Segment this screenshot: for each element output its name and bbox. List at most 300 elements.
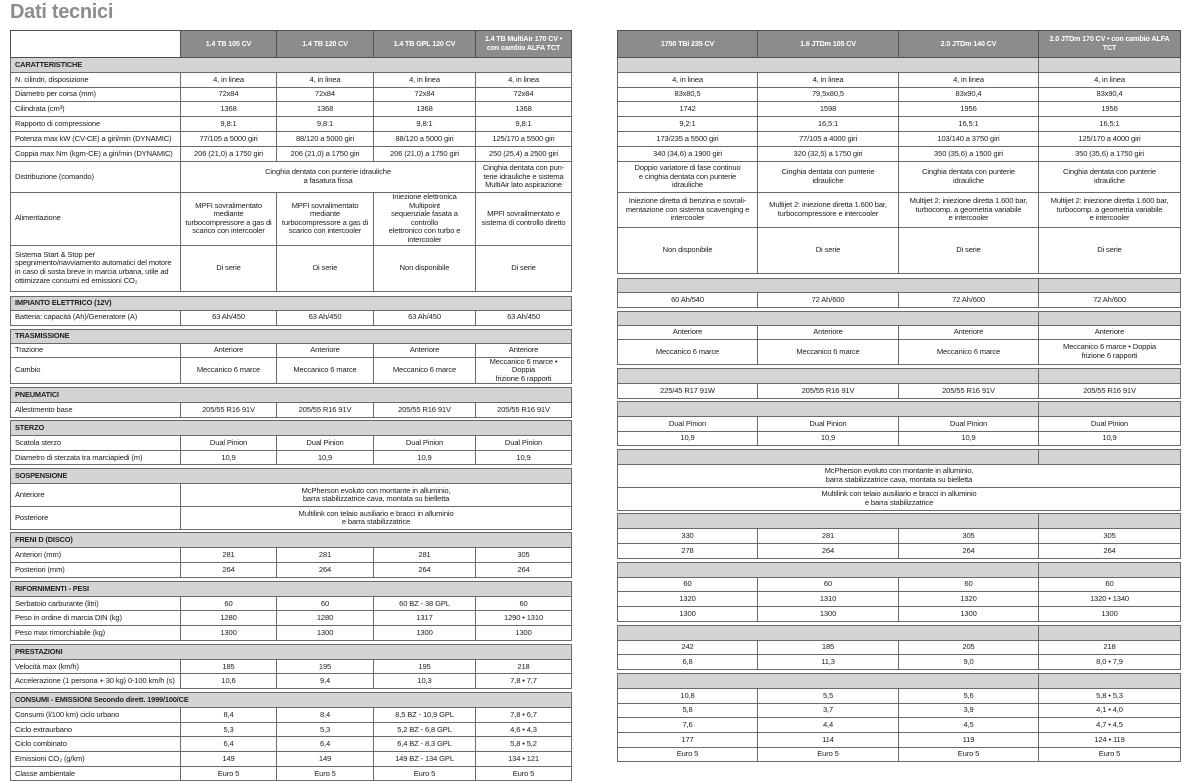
section-band [618,58,1039,73]
value-cell: 10,8 [618,689,758,704]
value-cell: Dual Pinion [758,417,899,432]
value-cell: 206 (21,0) a 1750 giri [374,147,476,162]
value-cell: Anteriore [374,343,476,357]
table-row [618,733,1181,748]
value-cell: Euro 5 [181,767,277,781]
value-cell: 7,8 • 7,7 [476,674,572,689]
value-cell: 6,4 [277,737,374,752]
section-title: FRENI D (DISCO) [11,533,572,548]
value-cell: 6,8 [618,655,758,670]
value-cell: 1956 [1039,102,1181,117]
table-row [11,310,572,325]
value-cell: 60 [476,597,572,611]
value-cell: 72x84 [374,88,476,102]
value-cell: 60 [758,578,899,592]
value-cell: 250 (25,4) a 2500 giri [476,147,572,162]
row-label: Trazione [11,343,181,357]
section-band [618,674,1039,689]
value-cell: 60 [1039,578,1181,592]
value-cell: Anteriore [618,326,758,340]
section-band [618,279,1039,293]
value-cell: Iniezione diretta di benzina e sovrali- mentazione con sistema scavenging e intercooler [618,193,758,228]
header-row [618,31,1181,58]
value-cell: 264 [758,544,899,559]
section-band [618,312,1039,326]
value-cell: 4, in linea [374,73,476,88]
value-cell: 8,5 BZ - 10,9 GPL [374,708,476,723]
value-cell: MPFI sovralimentato e sistema di controllo diretto [476,193,572,246]
value-cell: Di serie [1039,228,1181,274]
section-header [11,296,572,310]
table-row [618,162,1181,193]
value-cell: 124 • 119 [1039,733,1181,748]
value-cell: 16,5:1 [899,117,1039,132]
value-cell: 177 [618,733,758,748]
table-row [618,578,1181,592]
table-row [11,674,572,689]
value-cell: 10,6 [181,674,277,689]
value-cell: 10,9 [374,451,476,465]
value-cell: 281 [277,548,374,563]
value-cell: Di serie [277,245,374,291]
row-label: Emissioni CO₂ (g/km) [11,752,181,767]
value-cell: Cinghia dentata con punterie idrauliche [1039,162,1181,193]
value-cell: 1742 [618,102,758,117]
value-cell: 60 Ah/540 [618,293,758,308]
value-cell: 4, in linea [476,73,572,88]
value-cell: Anteriore [1039,326,1181,340]
value-cell: McPherson evoluto con montante in alluminio, barra stabilizzatrice cava, montata su bielletta [618,465,1181,488]
value-cell: Multijet 2: iniezione diretta 1.600 bar, turbocomp. a geometria variabile e intercooler [1039,193,1181,228]
table-row [618,718,1181,733]
spec-section-right [617,562,1181,622]
value-cell: 1368 [476,102,572,117]
value-cell: 281 [374,548,476,563]
value-cell: 4, in linea [277,73,374,88]
row-label: Anteriore [11,484,181,507]
value-cell: 77/105 a 4000 giri [758,132,899,147]
table-row [618,340,1181,365]
value-cell: 5,2 BZ - 6,8 GPL [374,723,476,737]
table-row [11,708,572,723]
value-cell: 9,8:1 [277,117,374,132]
value-cell: 173/235 a 5500 giri [618,132,758,147]
value-cell: Euro 5 [374,767,476,781]
value-cell: 5,3 [277,723,374,737]
value-cell: 205/55 R16 91V [758,384,899,399]
value-cell: 114 [758,733,899,748]
table-row [11,343,572,357]
value-cell: 1300 [618,607,758,622]
section-header [11,693,572,708]
value-cell: 320 (32,5) a 1750 giri [758,147,899,162]
value-cell: 8,4 [277,708,374,723]
value-cell: 63 Ah/450 [476,310,572,325]
value-cell: 4,4 [758,718,899,733]
value-cell: Multilink con telaio ausiliario e bracci in alluminio e barra stabilizzatrice [618,488,1181,511]
spec-section-right [617,30,1181,274]
table-row [618,193,1181,228]
value-cell: Non disponibile [374,245,476,291]
section-header [618,402,1181,417]
table-row [618,465,1181,488]
value-cell: 72x84 [277,88,374,102]
value-cell: 1300 [1039,607,1181,622]
model-header: 2.0 JTDm 140 CV [899,31,1039,58]
value-cell: 4,1 • 4,0 [1039,704,1181,718]
value-cell: 10,9 [476,451,572,465]
value-cell: 72 Ah/600 [1039,293,1181,308]
value-cell: 1300 [899,607,1039,622]
table-row [11,436,572,451]
spec-section-right [617,625,1181,670]
row-label: Diametro di sterzata tra marciapiedi (m) [11,451,181,465]
row-label: Consumi (l/100 km) ciclo urbano [11,708,181,723]
value-cell: 63 Ah/450 [277,310,374,325]
row-label: Ciclo combinato [11,737,181,752]
table-row [11,88,572,102]
model-header: 1.4 TB 120 CV [277,31,374,58]
value-cell: 205/55 R16 91V [181,403,277,418]
value-cell: 88/120 a 5000 giri [277,132,374,147]
value-cell: 63 Ah/450 [374,310,476,325]
table-row [618,102,1181,117]
row-label: Anteriori (mm) [11,548,181,563]
table-row [11,73,572,88]
value-cell: 218 [476,660,572,674]
table-row [11,484,572,507]
value-cell: 10,9 [1039,432,1181,446]
spec-section-left [10,532,572,578]
value-cell: Euro 5 [277,767,374,781]
table-row [11,162,572,193]
value-cell: 10,9 [899,432,1039,446]
section-band [618,514,1039,529]
value-cell: 195 [277,660,374,674]
value-cell: 206 (21,0) a 1750 giri [181,147,277,162]
section-header [618,626,1181,641]
table-row [618,488,1181,511]
section-title: TRASMISSIONE [11,329,572,343]
value-cell: Multijet 2: iniezione diretta 1.600 bar, turbocomp. a geometria variabile e intercooler [899,193,1039,228]
value-cell: 330 [618,529,758,544]
value-cell: 4, in linea [899,73,1039,88]
value-cell: Euro 5 [758,748,899,762]
value-cell: 205/55 R16 91V [277,403,374,418]
section-header [11,329,572,343]
value-cell: 4, in linea [1039,73,1181,88]
value-cell: 305 [476,548,572,563]
value-cell: Meccanico 6 marce [277,357,374,384]
spec-section-right [617,673,1181,762]
row-label: Classe ambientale [11,767,181,781]
value-cell: 264 [476,563,572,578]
value-cell: 350 (35,6) a 1750 giri [1039,147,1181,162]
value-cell: Dual Pinion [374,436,476,451]
value-cell: 60 [181,597,277,611]
value-cell: Anteriore [899,326,1039,340]
table-row [618,417,1181,432]
section-header [618,279,1181,293]
row-label: Peso in ordine di marcia DIN (kg) [11,611,181,626]
value-cell: 10,3 [374,674,476,689]
section-header [618,514,1181,529]
row-label: Posteriore [11,507,181,530]
spec-section-right [617,368,1181,399]
value-cell: 1320 • 1340 [1039,592,1181,607]
section-header [618,312,1181,326]
row-label: Accelerazione (1 persona + 30 kg) 0-100 km/h (s) [11,674,181,689]
spec-section-right [617,513,1181,559]
table-row [618,384,1181,399]
spec-section-left [10,644,572,689]
table-row [11,357,572,384]
value-cell: Iniezione elettronica Multipoint sequenziale fasata a controllo elettronico con turbo e intercooler [374,193,476,246]
value-cell: 5,3 [181,723,277,737]
section-header [11,469,572,484]
value-cell: 149 [181,752,277,767]
value-cell: 5,6 [899,689,1039,704]
value-cell: Euro 5 [899,748,1039,762]
value-cell: 72x84 [476,88,572,102]
value-cell: Meccanico 6 marce [899,340,1039,365]
value-cell: Meccanico 6 marce [374,357,476,384]
table-row [11,117,572,132]
table-row [618,748,1181,762]
section-header [618,450,1181,465]
section-header [11,58,572,73]
section-title: CONSUMI - EMISSIONI Secondo dirett. 1999/100/CE [11,693,572,708]
spec-section-left [10,329,572,385]
value-cell: Cinghia dentata con punterie idrauliche [758,162,899,193]
value-cell: 125/170 a 5500 giri [476,132,572,147]
value-cell: MPFI sovralimentato mediante turbocompressore a gas di scarico con intercooler [181,193,277,246]
section-band [1039,312,1181,326]
value-cell: 1956 [899,102,1039,117]
value-cell: 1368 [374,102,476,117]
section-header [11,388,572,403]
table-row [11,597,572,611]
value-cell: 205/55 R16 91V [374,403,476,418]
value-cell: 7,6 [618,718,758,733]
value-cell: 195 [374,660,476,674]
spec-section-left [10,468,572,530]
section-band [618,450,1039,465]
section-title: SOSPENSIONE [11,469,572,484]
value-cell: 1320 [618,592,758,607]
value-cell: 205/55 R16 91V [1039,384,1181,399]
value-cell: Di serie [899,228,1039,274]
value-cell: Meccanico 6 marce • Doppia frizione 6 rapporti [476,357,572,384]
value-cell: 350 (35,6) a 1500 giri [899,147,1039,162]
table-row [618,529,1181,544]
value-cell: Anteriore [476,343,572,357]
table-row [11,548,572,563]
table-row [618,592,1181,607]
value-cell: 72x84 [181,88,277,102]
value-cell: Non disponibile [618,228,758,274]
row-label: Alimentazione [11,193,181,246]
row-label: N. cilindri, disposizione [11,73,181,88]
section-header [618,58,1181,73]
row-label: Distribuzione (comando) [11,162,181,193]
value-cell: 77/105 a 5000 giri [181,132,277,147]
value-cell: 60 [277,597,374,611]
section-band [618,626,1039,641]
table-row [11,626,572,641]
table-row [618,689,1181,704]
value-cell: Cinghia dentata con punterie idrauliche [899,162,1039,193]
table-row [11,752,572,767]
value-cell: 3,9 [899,704,1039,718]
section-title: IMPIANTO ELETTRICO (12V) [11,296,572,310]
value-cell: 1300 [758,607,899,622]
row-label: Scatola sterzo [11,436,181,451]
table-row [618,641,1181,655]
table-row [618,147,1181,162]
value-cell: 7,8 • 6,7 [476,708,572,723]
value-cell: 79,5x80,5 [758,88,899,102]
section-title: PRESTAZIONI [11,645,572,660]
value-cell: 1320 [899,592,1039,607]
section-band [1039,279,1181,293]
value-cell: 9,2:1 [618,117,758,132]
value-cell: 1317 [374,611,476,626]
value-cell: Euro 5 [1039,748,1181,762]
spec-section-right [617,401,1181,446]
value-cell: Anteriore [181,343,277,357]
table-row [618,326,1181,340]
table-row [11,723,572,737]
header-row [11,31,572,58]
value-cell: 264 [1039,544,1181,559]
value-cell: 4, in linea [758,73,899,88]
value-cell: Doppio variatore di fase continuo e cinghia dentata con punterie idrauliche [618,162,758,193]
model-header: 1.4 TB 105 CV [181,31,277,58]
value-cell: Meccanico 6 marce [758,340,899,365]
value-cell: 10,9 [758,432,899,446]
table-row [618,293,1181,308]
section-band [1039,674,1181,689]
section-header [618,563,1181,578]
value-cell: Euro 5 [618,748,758,762]
spec-section-right [617,311,1181,365]
value-cell: Multilink con telaio ausiliario e bracci in alluminio e barra stabilizzatrice [181,507,572,530]
value-cell: 5,8 • 5,3 [1039,689,1181,704]
value-cell: Anteriore [277,343,374,357]
row-label: Coppia max Nm (kgm-CE) a giri/min (DYNAMIC) [11,147,181,162]
table-row [11,147,572,162]
value-cell: 242 [618,641,758,655]
value-cell: 218 [1039,641,1181,655]
spec-section-right [617,278,1181,308]
value-cell: 1368 [277,102,374,117]
table-row [618,432,1181,446]
row-label: Batteria: capacità (Ah)/Generatore (A) [11,310,181,325]
row-label: Serbatoio carburante (litri) [11,597,181,611]
table-row [11,767,572,781]
value-cell: 60 [899,578,1039,592]
model-header: 1750 TBi 235 CV [618,31,758,58]
value-cell: 149 BZ - 134 GPL [374,752,476,767]
value-cell: Cinghia dentata con punterie idrauliche a fasatura fissa [181,162,476,193]
table-row [11,193,572,246]
spec-section-left [10,296,572,326]
value-cell: 83x90,4 [899,88,1039,102]
value-cell: 9,4 [277,674,374,689]
value-cell: Meccanico 6 marce • Doppia frizione 6 rapporti [1039,340,1181,365]
section-band [1039,402,1181,417]
section-header [11,645,572,660]
value-cell: 9,8:1 [181,117,277,132]
value-cell: Multijet 2: iniezione diretta 1.600 bar, turbocompressore e intercooler [758,193,899,228]
value-cell: 5,8 [618,704,758,718]
row-label: Allestimento base [11,403,181,418]
value-cell: 1598 [758,102,899,117]
table-row [11,563,572,578]
value-cell: 119 [899,733,1039,748]
section-header [618,674,1181,689]
value-cell: 281 [758,529,899,544]
value-cell: 185 [181,660,277,674]
value-cell: 1280 [181,611,277,626]
spec-section-right [617,449,1181,511]
value-cell: Euro 5 [476,767,572,781]
page-title: Dati tecnici [10,1,114,23]
value-cell: 149 [277,752,374,767]
value-cell: 4, in linea [181,73,277,88]
value-cell: 83x80,5 [618,88,758,102]
value-cell: 9,8:1 [374,117,476,132]
value-cell: 10,9 [181,451,277,465]
section-header [11,582,572,597]
value-cell: 206 (21,0) a 1750 giri [277,147,374,162]
table-row [618,117,1181,132]
section-band [1039,369,1181,384]
value-cell: 1300 [476,626,572,641]
table-row [11,660,572,674]
row-label: Potenza max kW (CV-CE) a giri/min (DYNAMIC) [11,132,181,147]
header-blank-cell [11,31,181,58]
spec-section-left [10,581,572,641]
value-cell: 10,9 [277,451,374,465]
value-cell: Dual Pinion [618,417,758,432]
section-band [1039,563,1181,578]
value-cell: 134 • 121 [476,752,572,767]
value-cell: 88/120 a 5000 giri [374,132,476,147]
model-header: 2.0 JTDm 170 CV • con cambio ALFA TCT [1039,31,1181,58]
table-row [618,704,1181,718]
row-label: Peso max rimorchiabile (kg) [11,626,181,641]
value-cell: Dual Pinion [476,436,572,451]
model-header: 1.4 TB GPL 120 CV [374,31,476,58]
section-band [618,402,1039,417]
value-cell: Dual Pinion [1039,417,1181,432]
value-cell: 205/55 R16 91V [476,403,572,418]
value-cell: 60 BZ - 38 GPL [374,597,476,611]
value-cell: 1280 [277,611,374,626]
table-row [618,73,1181,88]
value-cell: 1300 [181,626,277,641]
value-cell: Di serie [758,228,899,274]
value-cell: 103/140 a 3750 giri [899,132,1039,147]
spec-section-left [10,420,572,465]
value-cell: 72 Ah/600 [758,293,899,308]
value-cell: 63 Ah/450 [181,310,277,325]
value-cell: 4,7 • 4,5 [1039,718,1181,733]
spec-section-left [10,30,572,292]
table-row [11,132,572,147]
